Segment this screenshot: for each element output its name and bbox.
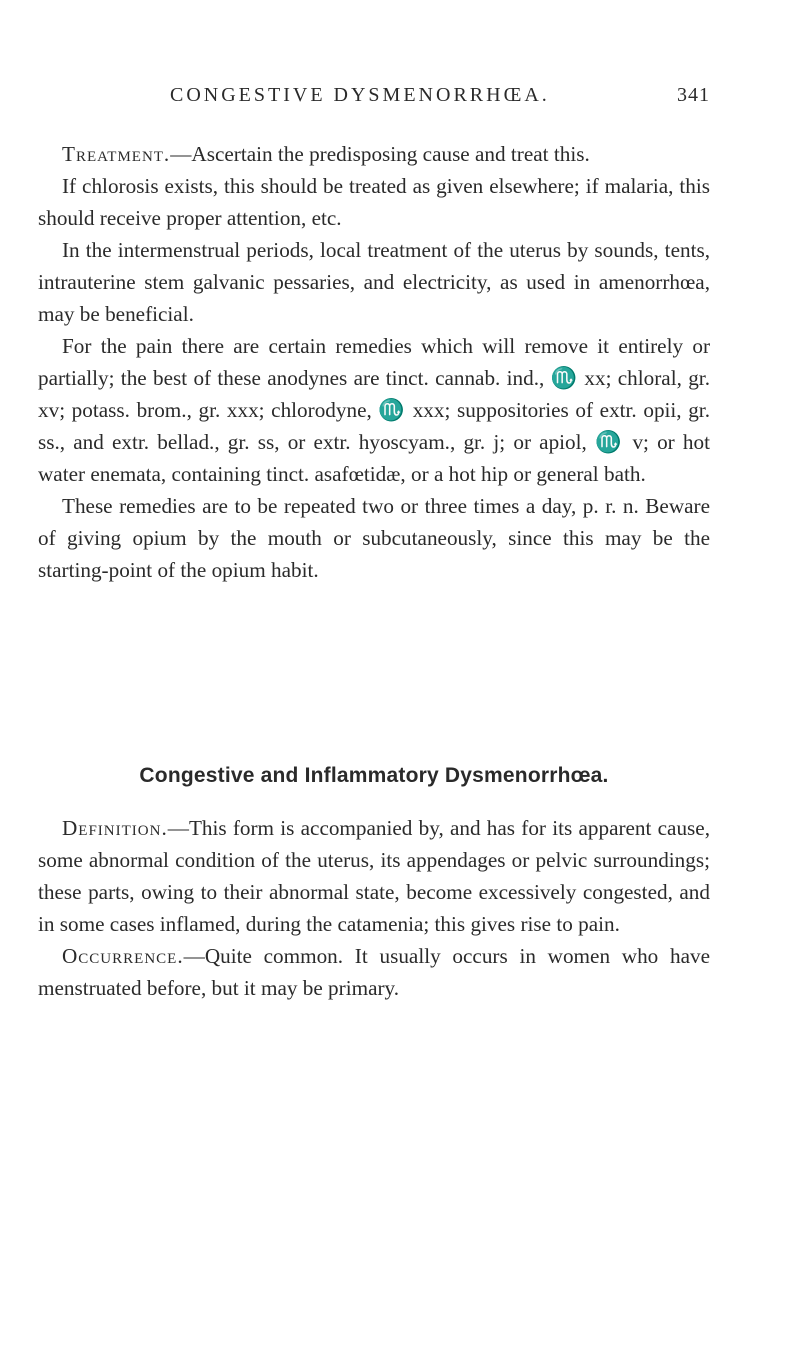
paragraph-text: —Ascertain the predisposing cause and treat this.	[170, 142, 590, 166]
treatment-section	[38, 138, 710, 586]
paragraph-text: —Quite common. It usually occurs in women who have menstruated before, but it may be primary.	[38, 944, 710, 1000]
run-in-heading: Occurrence.	[62, 944, 184, 968]
paragraph-text: If chlorosis exists, this should be treated as given elsewhere; if malaria, this should receive proper attention, etc.	[38, 174, 710, 230]
running-head-title: CONGESTIVE DYSMENORRHŒA.	[170, 84, 550, 106]
paragraph	[38, 138, 710, 170]
section-heading: Congestive and Inflammatory Dysmenorrhœa.	[139, 764, 609, 787]
page-number: 341	[677, 84, 710, 106]
run-in-heading: Definition.	[62, 816, 168, 840]
running-head	[170, 84, 710, 107]
paragraph	[38, 490, 710, 586]
paragraph-text: —This form is accompanied by, and has for its apparent cause, some abnormal condition of the uterus, its appendages or pelvic surroundings; these parts, owing to their abnormal state, become excessively congested, and in some cases inflamed, during the catamenia; this gives rise to pain.	[38, 816, 710, 936]
paragraph-text: In the intermenstrual periods, local treatment of the uterus by sounds, tents, intrauterine stem galvanic pessaries, and electricity, as used in amenorrhœa, may be beneficial.	[38, 238, 710, 326]
paragraph	[38, 330, 710, 490]
definition-section	[38, 812, 710, 1004]
paragraph	[38, 170, 710, 234]
paragraph-text: These remedies are to be repeated two or three times a day, p. r. n. Beware of giving opium by the mouth or subcutaneously, since this may be the starting-point of the opium habit.	[38, 494, 710, 582]
paragraph	[38, 234, 710, 330]
paragraph-text: For the pain there are certain remedies which will remove it entirely or partially; the best of these anodynes are tinct. cannab. ind., ♏ xx; chloral, gr. xv; potass. brom., gr. xxx; chlorodyne, ♏ xxx; suppositories of extr. opii, gr. ss., and extr. bellad., gr. ss, or extr. hyoscyam., gr. j; or apiol, ♏ v; or hot water enemata, containing tinct. asafœtidæ, or a hot hip or general bath.	[38, 334, 710, 486]
paragraph	[38, 940, 710, 1004]
paragraph	[38, 812, 710, 940]
run-in-heading: Treatment.	[62, 142, 171, 166]
